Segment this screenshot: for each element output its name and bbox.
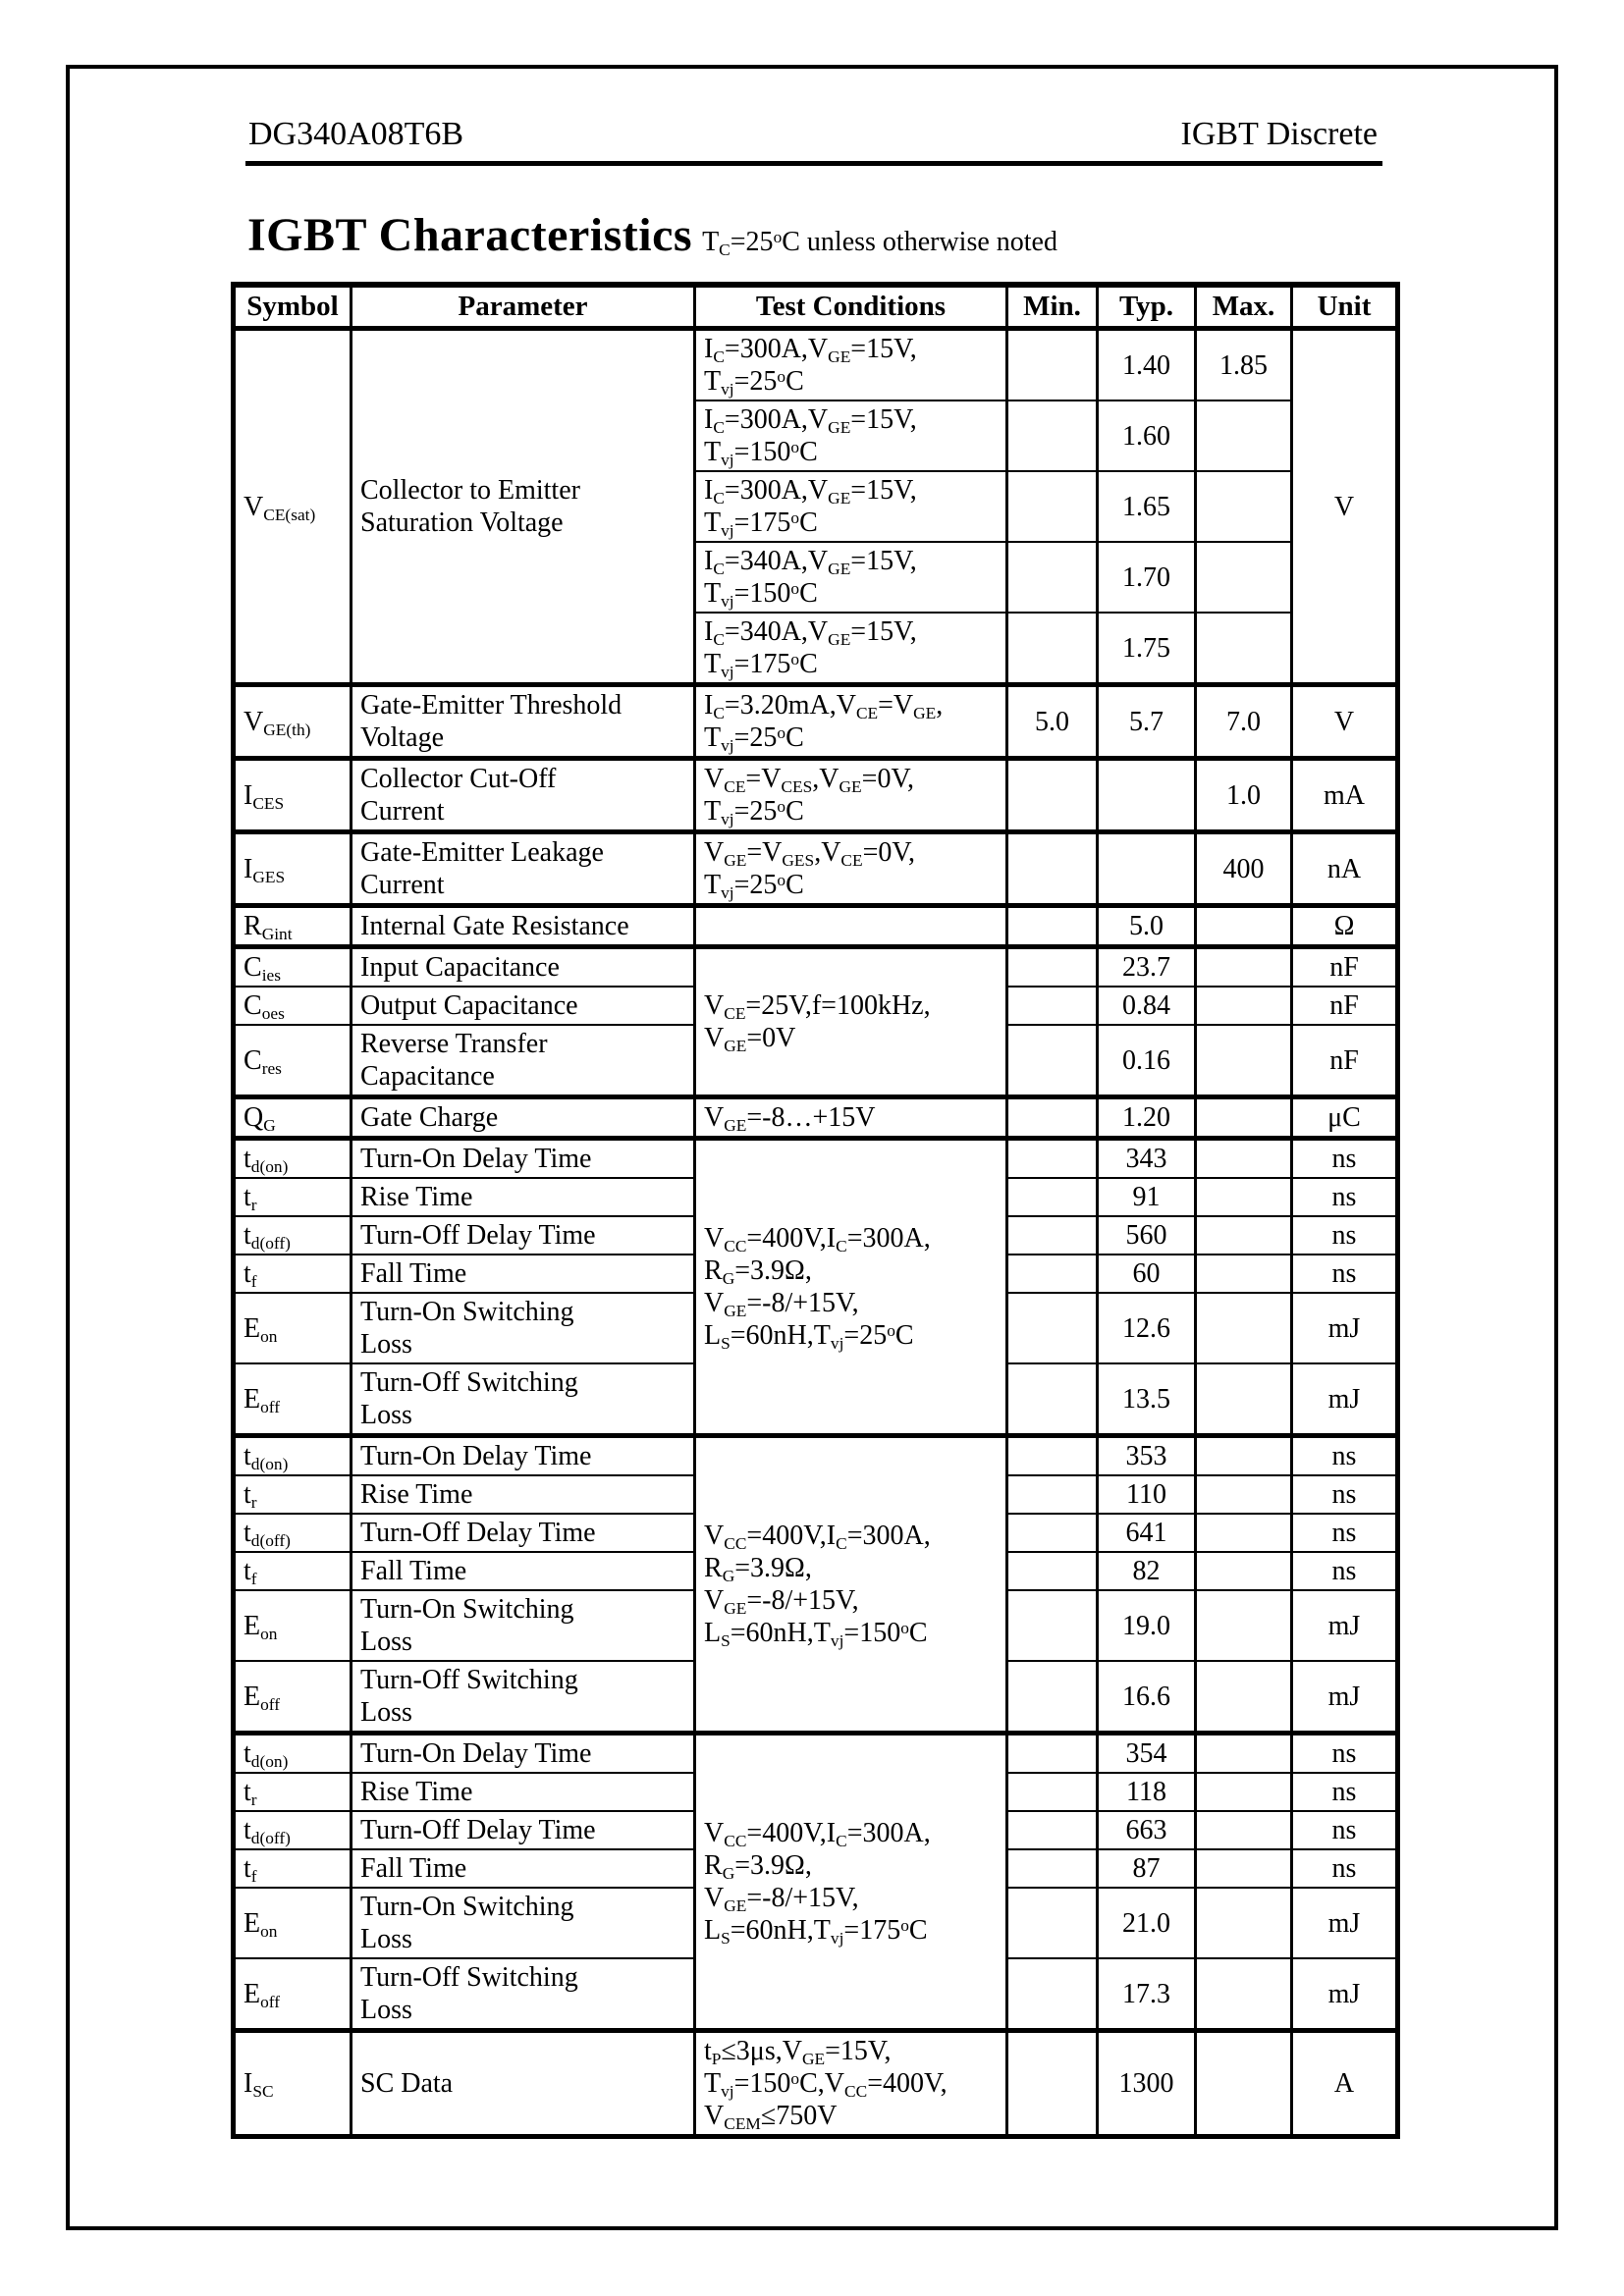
typ-cell: 60: [1098, 1255, 1196, 1293]
symbol-cell: $I_{GES}$: [234, 832, 352, 906]
parameter-cell: Turn-Off Delay Time: [352, 1811, 695, 1849]
typ-cell: 19.0: [1098, 1590, 1196, 1661]
max-cell: [1196, 947, 1292, 988]
max-cell: [1196, 1734, 1292, 1774]
max-cell: [1196, 1475, 1292, 1514]
column-header-parameter: Parameter: [352, 285, 695, 329]
unit-cell: ns: [1292, 1139, 1398, 1179]
table-row: [234, 759, 1398, 832]
parameter-cell: Input Capacitance: [352, 947, 695, 988]
test-conditions-cell: $I_C=340A,V_{GE}=15V$, $T_{vj}=150^oC$: [695, 542, 1007, 613]
parameter-cell: Turn-On Switching Loss: [352, 1293, 695, 1363]
symbol-cell: $E_{off}$: [234, 1363, 352, 1436]
min-cell: [1007, 542, 1098, 613]
typ-cell: 87: [1098, 1849, 1196, 1888]
symbol-cell: $C_{oes}$: [234, 987, 352, 1025]
unit-cell: ns: [1292, 1475, 1398, 1514]
min-cell: [1007, 1590, 1098, 1661]
typ-cell: 12.6: [1098, 1293, 1196, 1363]
min-cell: [1007, 400, 1098, 471]
parameter-cell: Collector to Emitter Saturation Voltage: [352, 329, 695, 685]
table-header-row: [234, 285, 1398, 329]
symbol-cell: $t_f$: [234, 1552, 352, 1590]
typ-cell: 663: [1098, 1811, 1196, 1849]
min-cell: [1007, 2031, 1098, 2137]
table-row: [234, 329, 1398, 401]
test-conditions-cell: $I_C=300A,V_{GE}=15V$, $T_{vj}=175^oC$: [695, 471, 1007, 542]
max-cell: 1.0: [1196, 759, 1292, 832]
table-row: [234, 1139, 1398, 1179]
symbol-cell: $t_{d(off)}$: [234, 1811, 352, 1849]
max-cell: [1196, 542, 1292, 613]
min-cell: [1007, 987, 1098, 1025]
min-cell: [1007, 471, 1098, 542]
unit-cell: mJ: [1292, 1293, 1398, 1363]
parameter-cell: Rise Time: [352, 1178, 695, 1216]
unit-cell: mJ: [1292, 1888, 1398, 1958]
min-cell: [1007, 1475, 1098, 1514]
min-cell: [1007, 613, 1098, 685]
symbol-cell: $t_r$: [234, 1475, 352, 1514]
typ-cell: 1.40: [1098, 329, 1196, 401]
column-header-max: Max.: [1196, 285, 1292, 329]
test-conditions-cell: $V_{CE}=25V,f=100kHz$, $V_{GE}=0V$: [695, 947, 1007, 1097]
test-conditions-cell: $V_{CC}=400V,I_C=300A$, $R_G=3.9\Omega$, $V_{GE}=-8/+15V$, $L_S=60nH,T_{vj}=175^oC$: [695, 1734, 1007, 2031]
test-conditions-cell: $I_C=3.20mA,V_{CE}=V_{GE}$, $T_{vj}=25^oC$: [695, 685, 1007, 759]
max-cell: [1196, 1552, 1292, 1590]
section-title-row: [247, 208, 1057, 262]
symbol-cell: $E_{off}$: [234, 1958, 352, 2031]
min-cell: [1007, 329, 1098, 401]
characteristics-table-container: [231, 282, 1400, 2139]
table-row: [234, 906, 1398, 947]
test-conditions-cell: $t_P\le 3\mu s,V_{GE}=15V$, $T_{vj}=150^oC,V_{CC}=400V$, $V_{CEM}\le 750V$: [695, 2031, 1007, 2137]
parameter-cell: Turn-On Delay Time: [352, 1139, 695, 1179]
unit-cell: mJ: [1292, 1661, 1398, 1734]
symbol-cell: $t_{d(on)}$: [234, 1139, 352, 1179]
typ-cell: 354: [1098, 1734, 1196, 1774]
unit-cell: ns: [1292, 1811, 1398, 1849]
test-conditions-cell: $V_{CC}=400V,I_C=300A$, $R_G=3.9\Omega$, $V_{GE}=-8/+15V$, $L_S=60nH,T_{vj}=150^oC$: [695, 1436, 1007, 1734]
test-conditions-cell: $I_C=340A,V_{GE}=15V$, $T_{vj}=175^oC$: [695, 613, 1007, 685]
parameter-cell: Gate-Emitter Leakage Current: [352, 832, 695, 906]
min-cell: [1007, 1661, 1098, 1734]
table-row: [234, 947, 1398, 988]
min-cell: [1007, 1514, 1098, 1552]
column-header-symbol: Symbol: [234, 285, 352, 329]
parameter-cell: Rise Time: [352, 1475, 695, 1514]
typ-cell: 23.7: [1098, 947, 1196, 988]
test-conditions-cell: $V_{CE}=V_{CES},V_{GE}=0V$, $T_{vj}=25^oC$: [695, 759, 1007, 832]
symbol-cell: $E_{on}$: [234, 1590, 352, 1661]
typ-cell: [1098, 759, 1196, 832]
table-row: [234, 1734, 1398, 1774]
unit-cell: ns: [1292, 1849, 1398, 1888]
parameter-cell: Collector Cut-Off Current: [352, 759, 695, 832]
min-cell: [1007, 759, 1098, 832]
unit-cell: ns: [1292, 1436, 1398, 1476]
parameter-cell: Fall Time: [352, 1849, 695, 1888]
test-conditions-cell: $V_{CC}=400V,I_C=300A$, $R_G=3.9\Omega$, $V_{GE}=-8/+15V$, $L_S=60nH,T_{vj}=25^oC$: [695, 1139, 1007, 1436]
typ-cell: 641: [1098, 1514, 1196, 1552]
symbol-cell: $t_r$: [234, 1773, 352, 1811]
characteristics-table-body: [234, 329, 1398, 2137]
max-cell: [1196, 1773, 1292, 1811]
min-cell: [1007, 1178, 1098, 1216]
unit-cell: nF: [1292, 947, 1398, 988]
symbol-cell: $E_{on}$: [234, 1293, 352, 1363]
table-row: [234, 1097, 1398, 1139]
typ-cell: 17.3: [1098, 1958, 1196, 2031]
unit-cell: nA: [1292, 832, 1398, 906]
column-header-test-conditions: Test Conditions: [695, 285, 1007, 329]
symbol-cell: $t_r$: [234, 1178, 352, 1216]
min-cell: [1007, 1139, 1098, 1179]
max-cell: [1196, 1216, 1292, 1255]
min-cell: [1007, 1888, 1098, 1958]
test-conditions-cell: $I_C=300A,V_{GE}=15V$, $T_{vj}=150^oC$: [695, 400, 1007, 471]
parameter-cell: Fall Time: [352, 1552, 695, 1590]
unit-cell: ns: [1292, 1552, 1398, 1590]
min-cell: [1007, 1097, 1098, 1139]
unit-cell: V: [1292, 329, 1398, 685]
unit-cell: ns: [1292, 1255, 1398, 1293]
parameter-cell: Rise Time: [352, 1773, 695, 1811]
max-cell: [1196, 1139, 1292, 1179]
max-cell: [1196, 1293, 1292, 1363]
min-cell: [1007, 1025, 1098, 1097]
parameter-cell: Turn-Off Switching Loss: [352, 1661, 695, 1734]
table-row: [234, 1436, 1398, 1476]
max-cell: [1196, 1514, 1292, 1552]
max-cell: [1196, 987, 1292, 1025]
parameter-cell: Turn-Off Switching Loss: [352, 1958, 695, 2031]
min-cell: [1007, 832, 1098, 906]
typ-cell: 353: [1098, 1436, 1196, 1476]
min-cell: [1007, 1363, 1098, 1436]
max-cell: [1196, 2031, 1292, 2137]
unit-cell: μC: [1292, 1097, 1398, 1139]
symbol-cell: $I_{CES}$: [234, 759, 352, 832]
symbol-cell: $t_{d(on)}$: [234, 1734, 352, 1774]
test-conditions-cell: [695, 906, 1007, 947]
max-cell: 1.85: [1196, 329, 1292, 401]
typ-cell: 21.0: [1098, 1888, 1196, 1958]
column-header-typ: Typ.: [1098, 285, 1196, 329]
min-cell: 5.0: [1007, 685, 1098, 759]
min-cell: [1007, 1958, 1098, 2031]
typ-cell: 1.60: [1098, 400, 1196, 471]
max-cell: 400: [1196, 832, 1292, 906]
typ-cell: 91: [1098, 1178, 1196, 1216]
max-cell: [1196, 1178, 1292, 1216]
symbol-cell: $I_{SC}$: [234, 2031, 352, 2137]
symbol-cell: $V_{CE(sat)}$: [234, 329, 352, 685]
typ-cell: 0.16: [1098, 1025, 1196, 1097]
symbol-cell: $t_{d(off)}$: [234, 1514, 352, 1552]
typ-cell: 1.65: [1098, 471, 1196, 542]
typ-cell: 1300: [1098, 2031, 1196, 2137]
typ-cell: 118: [1098, 1773, 1196, 1811]
min-cell: [1007, 1255, 1098, 1293]
unit-cell: mJ: [1292, 1590, 1398, 1661]
min-cell: [1007, 1849, 1098, 1888]
unit-cell: nF: [1292, 987, 1398, 1025]
unit-cell: ns: [1292, 1178, 1398, 1216]
max-cell: [1196, 1958, 1292, 2031]
symbol-cell: $t_f$: [234, 1255, 352, 1293]
unit-cell: mA: [1292, 759, 1398, 832]
parameter-cell: SC Data: [352, 2031, 695, 2137]
symbol-cell: $Q_G$: [234, 1097, 352, 1139]
typ-cell: 110: [1098, 1475, 1196, 1514]
max-cell: [1196, 613, 1292, 685]
unit-cell: A: [1292, 2031, 1398, 2137]
table-row: [234, 685, 1398, 759]
unit-cell: nF: [1292, 1025, 1398, 1097]
column-header-min: Min.: [1007, 285, 1098, 329]
min-cell: [1007, 1293, 1098, 1363]
test-conditions-cell: $I_C=300A,V_{GE}=15V$, $T_{vj}=25^oC$: [695, 329, 1007, 401]
parameter-cell: Reverse Transfer Capacitance: [352, 1025, 695, 1097]
min-cell: [1007, 1773, 1098, 1811]
unit-cell: V: [1292, 685, 1398, 759]
document-type-label: IGBT Discrete: [1180, 116, 1378, 152]
symbol-cell: $t_{d(on)}$: [234, 1436, 352, 1476]
parameter-cell: Turn-On Switching Loss: [352, 1590, 695, 1661]
max-cell: [1196, 1025, 1292, 1097]
unit-cell: mJ: [1292, 1958, 1398, 2031]
unit-cell: Ω: [1292, 906, 1398, 947]
symbol-cell: $E_{off}$: [234, 1661, 352, 1734]
parameter-cell: Gate Charge: [352, 1097, 695, 1139]
document-header: [248, 114, 1378, 155]
column-header-unit: Unit: [1292, 285, 1398, 329]
min-cell: [1007, 1734, 1098, 1774]
part-number: DG340A08T6B: [248, 116, 464, 152]
min-cell: [1007, 1552, 1098, 1590]
unit-cell: ns: [1292, 1773, 1398, 1811]
table-row: [234, 832, 1398, 906]
symbol-cell: $t_{d(off)}$: [234, 1216, 352, 1255]
typ-cell: 343: [1098, 1139, 1196, 1179]
max-cell: [1196, 1661, 1292, 1734]
max-cell: [1196, 1888, 1292, 1958]
max-cell: [1196, 1097, 1292, 1139]
min-cell: [1007, 1811, 1098, 1849]
min-cell: [1007, 1216, 1098, 1255]
typ-cell: 13.5: [1098, 1363, 1196, 1436]
header-divider: [245, 161, 1382, 166]
test-conditions-cell: $V_{GE}=-8\dots+15V$: [695, 1097, 1007, 1139]
parameter-cell: Fall Time: [352, 1255, 695, 1293]
unit-cell: ns: [1292, 1514, 1398, 1552]
min-cell: [1007, 947, 1098, 988]
max-cell: [1196, 1255, 1292, 1293]
max-cell: [1196, 1849, 1292, 1888]
parameter-cell: Turn-On Delay Time: [352, 1436, 695, 1476]
symbol-cell: $t_f$: [234, 1849, 352, 1888]
max-cell: 7.0: [1196, 685, 1292, 759]
typ-cell: 0.84: [1098, 987, 1196, 1025]
max-cell: [1196, 471, 1292, 542]
symbol-cell: $C_{ies}$: [234, 947, 352, 988]
section-title: IGBT Characteristics: [247, 209, 693, 261]
max-cell: [1196, 1590, 1292, 1661]
typ-cell: 1.75: [1098, 613, 1196, 685]
symbol-cell: $R_{Gint}$: [234, 906, 352, 947]
symbol-cell: $E_{on}$: [234, 1888, 352, 1958]
parameter-cell: Turn-On Switching Loss: [352, 1888, 695, 1958]
unit-cell: mJ: [1292, 1363, 1398, 1436]
parameter-cell: Turn-Off Switching Loss: [352, 1363, 695, 1436]
section-title-note: $T_C=25^oC$ unless otherwise noted: [702, 227, 1057, 259]
parameter-cell: Turn-Off Delay Time: [352, 1216, 695, 1255]
table-row: [234, 2031, 1398, 2137]
unit-cell: ns: [1292, 1216, 1398, 1255]
symbol-cell: $C_{res}$: [234, 1025, 352, 1097]
max-cell: [1196, 1436, 1292, 1476]
typ-cell: 5.0: [1098, 906, 1196, 947]
test-conditions-cell: $V_{GE}=V_{GES},V_{CE}=0V$, $T_{vj}=25^oC$: [695, 832, 1007, 906]
typ-cell: 1.70: [1098, 542, 1196, 613]
symbol-cell: $V_{GE(th)}$: [234, 685, 352, 759]
max-cell: [1196, 400, 1292, 471]
parameter-cell: Turn-On Delay Time: [352, 1734, 695, 1774]
characteristics-table: [231, 282, 1400, 2139]
parameter-cell: Gate-Emitter Threshold Voltage: [352, 685, 695, 759]
min-cell: [1007, 1436, 1098, 1476]
max-cell: [1196, 906, 1292, 947]
parameter-cell: Output Capacitance: [352, 987, 695, 1025]
typ-cell: 16.6: [1098, 1661, 1196, 1734]
parameter-cell: Internal Gate Resistance: [352, 906, 695, 947]
parameter-cell: Turn-Off Delay Time: [352, 1514, 695, 1552]
typ-cell: 82: [1098, 1552, 1196, 1590]
typ-cell: [1098, 832, 1196, 906]
max-cell: [1196, 1363, 1292, 1436]
max-cell: [1196, 1811, 1292, 1849]
min-cell: [1007, 906, 1098, 947]
typ-cell: 560: [1098, 1216, 1196, 1255]
typ-cell: 1.20: [1098, 1097, 1196, 1139]
typ-cell: 5.7: [1098, 685, 1196, 759]
unit-cell: ns: [1292, 1734, 1398, 1774]
